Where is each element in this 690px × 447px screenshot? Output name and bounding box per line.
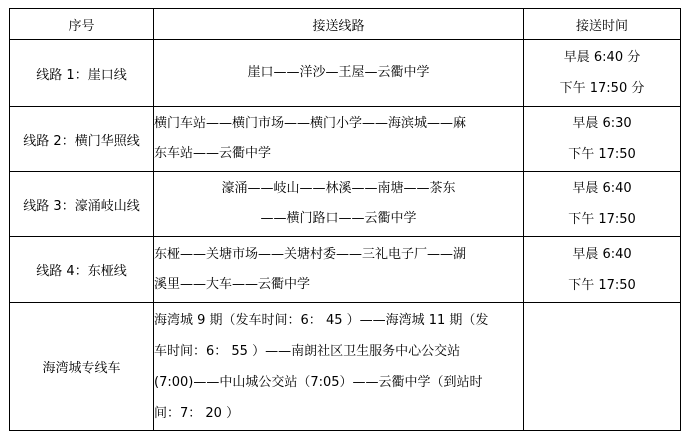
- morning-time: 早晨 6:40: [572, 181, 632, 196]
- header-index: 序号: [10, 9, 154, 40]
- table-row: [10, 172, 681, 237]
- route-line: (7:00)——中山城公交站（7:05）——云衢中学（到站时: [154, 374, 483, 390]
- table-row: [10, 237, 681, 303]
- route-line: 东桠——关塘市场——关塘村委——三礼电子厂——湖: [154, 246, 467, 262]
- afternoon-time: 下午 17:50: [568, 147, 636, 162]
- morning-time: 早晨 6:30: [572, 116, 632, 131]
- header-time: 接送时间: [524, 9, 681, 40]
- route-name: 线路 1：崖口线: [10, 40, 154, 107]
- route-line: 间：7： 20 ）: [154, 405, 240, 421]
- route-times: [524, 40, 681, 107]
- table-row: [10, 303, 681, 431]
- route-stops: [154, 40, 524, 107]
- route-line: 海湾城 9 期（发车时间：6： 45 ）——海湾城 11 期（发: [154, 312, 489, 328]
- morning-time: 早晨 6:40 分: [563, 50, 641, 65]
- route-name: 海湾城专线车: [10, 303, 154, 431]
- header-row: [10, 9, 681, 40]
- route-name: 线路 2：横门华照线: [10, 107, 154, 172]
- route-line: 溪里——大车——云衢中学: [154, 276, 311, 292]
- table-row: [10, 107, 681, 172]
- route-line: 横门车站——横门市场——横门小学——海滨城——麻: [154, 116, 467, 131]
- route-stops: [154, 303, 524, 431]
- route-times: [524, 237, 681, 303]
- shuttle-schedule-table: [9, 8, 681, 431]
- route-times: [524, 172, 681, 237]
- route-stops: [154, 172, 524, 237]
- route-stops: [154, 237, 524, 303]
- afternoon-time: 下午 17:50 分: [559, 81, 645, 96]
- morning-time: 早晨 6:40: [572, 246, 632, 262]
- route-times-empty: [524, 303, 681, 431]
- route-name: 线路 3：濠涌岐山线: [10, 172, 154, 237]
- route-stops: [154, 107, 524, 172]
- afternoon-time: 下午 17:50: [568, 212, 636, 227]
- table-row: [10, 40, 681, 107]
- route-line: 东车站——云衢中学: [154, 146, 272, 161]
- route-line: 车时间：6： 55 ）——南朗社区卫生服务中心公交站: [154, 343, 461, 359]
- route-line: ——横门路口——云衢中学: [260, 211, 417, 226]
- route-line: 濠涌——岐山——林溪——南塘——茶东: [221, 181, 456, 196]
- afternoon-time: 下午 17:50: [568, 277, 636, 293]
- header-route: 接送线路: [154, 9, 524, 40]
- route-name: 线路 4：东桠线: [10, 237, 154, 303]
- route-line: 崖口——洋沙—王屋—云衢中学: [247, 65, 430, 80]
- route-times: [524, 107, 681, 172]
